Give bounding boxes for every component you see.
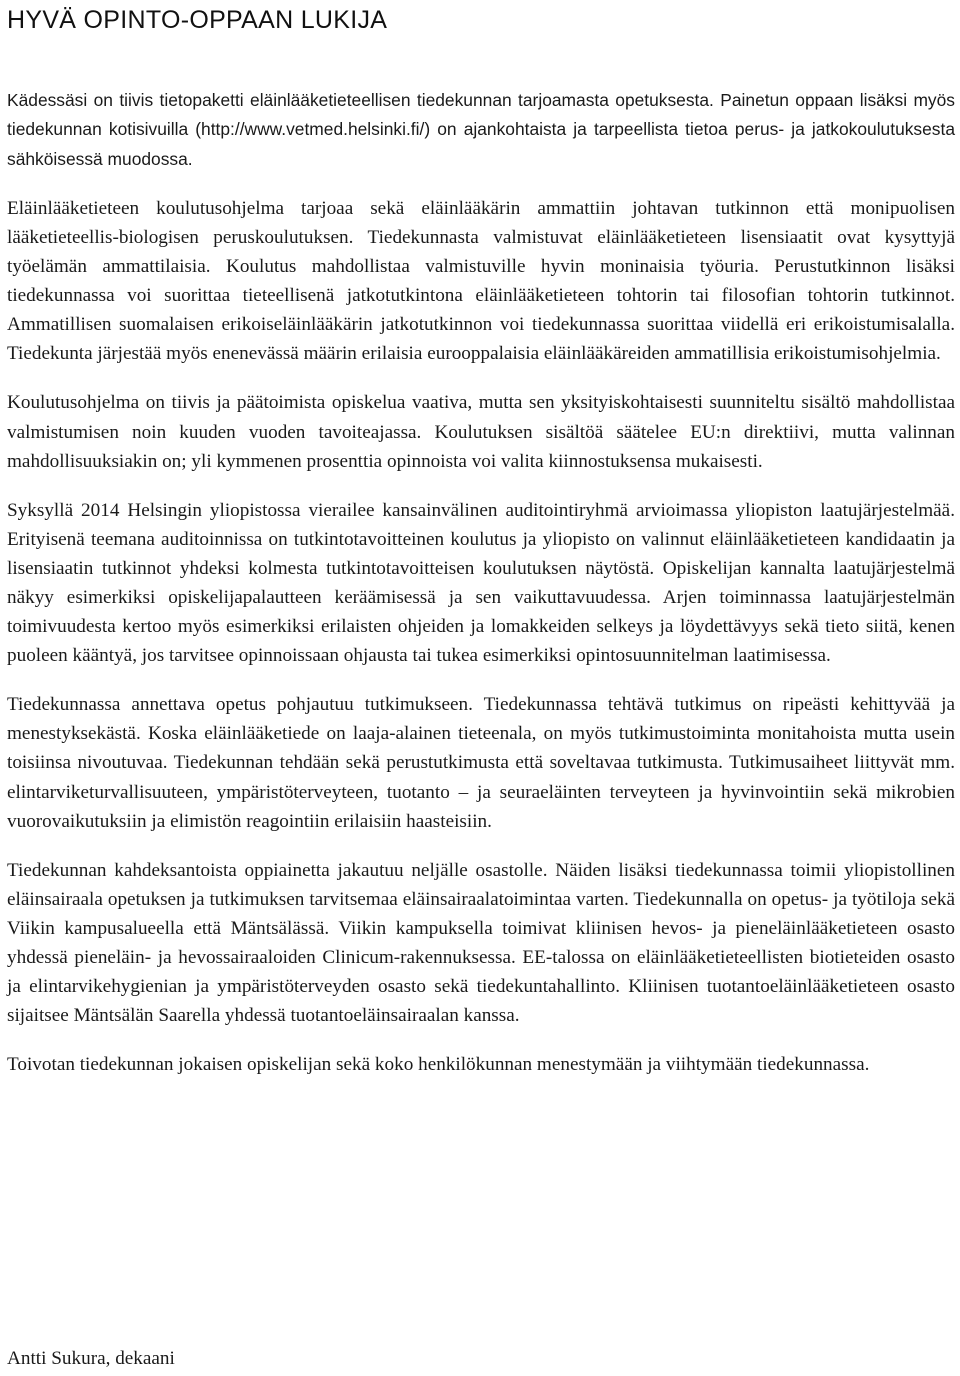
body-paragraph-closing: Toivotan tiedekunnan jokaisen opiskelijan sekä koko henkilökunnan menestymään ja viihtymään tiedekunnassa.: [7, 1054, 870, 1076]
body-paragraph-programme: Koulutusohjelma on tiivis ja päätoimista opiskelua vaativa, mutta sen yksityiskohtaisesti suunniteltu sisältö mahdollistaa valmistumisen noin kuuden vuoden tavoiteajassa. Koulutuksen sisältöä säätelee EU:n direktiivi, mutta valinnan mahdollisuuksiakin on; yli kymmenen prosenttia opinnoista voi valita kiinnostuksensa mukaisesti.: [7, 392, 955, 472]
intro-paragraph: Kädessäsi on tiivis tietopaketti eläinlääketieteellisen tiedekunnan tarjoamasta opetuksesta. Painetun oppaan lisäksi myös tiedekunnan kotisivuilla (http://www.vetmed.helsinki.fi/) on ajankohtaista ja tarpeellista tietoa perus- ja jatkokoulutuksesta sähköisessä muodossa.: [7, 90, 955, 169]
signature: Antti Sukura, dekaani: [7, 1348, 175, 1369]
body-paragraph-education: Eläinlääketieteen koulutusohjelma tarjoaa sekä eläinlääkärin ammattiin johtavan tutkinnon että monipuolisen lääketieteellis-biologisen peruskoulutuksen. Tiedekunnasta valmistuvat eläinlääketieteen lisensiaatit ovat kysyttyjä työelämän ammattilaisia. Koulutus mahdollistaa valmistuville hyvin moninaisia työuria. Perustutkinnon lisäksi tiedekunnassa voi suorittaa tieteellisenä jatkotutkintona eläinlääketieteen tohtorin tai filosofian tohtorin tutkinnot. Ammatillisen suomalaisen erikoiseläinlääkärin jatkotutkinnon voi tiedekunnassa suorittaa viidellä eri erikoistumisalalla. Tiedekunta järjestää myös enenevässä määrin erilaisia eurooppalaisia eläinlääkäreiden ammatillisia erikoistumisohjelmia.: [7, 197, 955, 365]
body-paragraph-research: Tiedekunnassa annettava opetus pohjautuu tutkimukseen. Tiedekunnassa tehtävä tutkimus on ripeästi kehittyvää ja menestyksekästä. Koska eläinlääketiede on laaja-alainen tieteenala, on myös tutkimustoiminta monitahoista mutta usein toisiinsa nivoutuvaa. Tiedekunnan tehdään sekä perustutkimusta että soveltavaa tutkimusta. Tutkimusaiheet liittyvät mm. elintarviketurvallisuuteen, ympäristöterveyteen, tuotanto – ja seuraeläinten terveyteen ja hyvinvointiin sekä mikrobien vuorovaikutuksiin ja elimistön reagointiin erilaisiin haasteisiin.: [7, 694, 955, 832]
body-paragraph-audit: Syksyllä 2014 Helsingin yliopistossa vierailee kansainvälinen auditointiryhmä arvioimassa yliopiston laatujärjestelmää. Erityisenä teemana auditoinnissa on tutkintotavoitteinen koulutus ja yliopisto on valinnut eläinlääketieteen kandidaatin ja lisensiaatin tutkinnot yhdeksi kolmesta tutkintotavoitteisen koulutuksen näytöstä. Opiskelijan kannalta laatujärjestelmä näkyy esimerkiksi opiskelijapalautteen keräämisessä ja sen vaikuttavuudessa. Arjen toiminnassa laatujärjestelmän toimivuudesta kertoo myös esimerkiksi erilaisten ohjeiden ja lomakkeiden selkeys ja löydettävyys sekä tieto siitä, kenen puoleen kääntyä, jos tarvitsee opinnoissaan ohjausta tai tukea esimerkiksi opintosuunnitelman laatimisessa.: [7, 499, 955, 667]
body-paragraph-departments: Tiedekunnan kahdeksantoista oppiainetta jakautuu neljälle osastolle. Näiden lisäksi tiedekunnassa toimii yliopistollinen eläinsairaala opetuksen ja tutkimuksen tarvitsemaa eläinsairaalatoimintaa varten. Tiedekunnalla on opetus- ja työtiloja sekä Viikin kampusalueella että Mäntsälässä. Viikin kampuksella toimivat kliinisen hevos- ja pieneläinlääketieteen osasto yhdessä pieneläin- ja hevossairaaloiden Clinicum-rakennuksessa. EE-talossa on eläinlääketieteellisten biotieteiden osasto ja elintarvikehygienian ja ympäristöterveyden osasto sekä tiedekuntahallinto. Kliinisen tuotantoeläinlääketieteen osasto sijaitsee Mäntsälän Saarella yhdessä tuotantoeläinsairaalan kanssa.: [7, 859, 955, 1027]
page-title: HYVÄ OPINTO-OPPAAN LUKIJA: [7, 6, 388, 34]
document-page: [7, 0, 955, 1079]
